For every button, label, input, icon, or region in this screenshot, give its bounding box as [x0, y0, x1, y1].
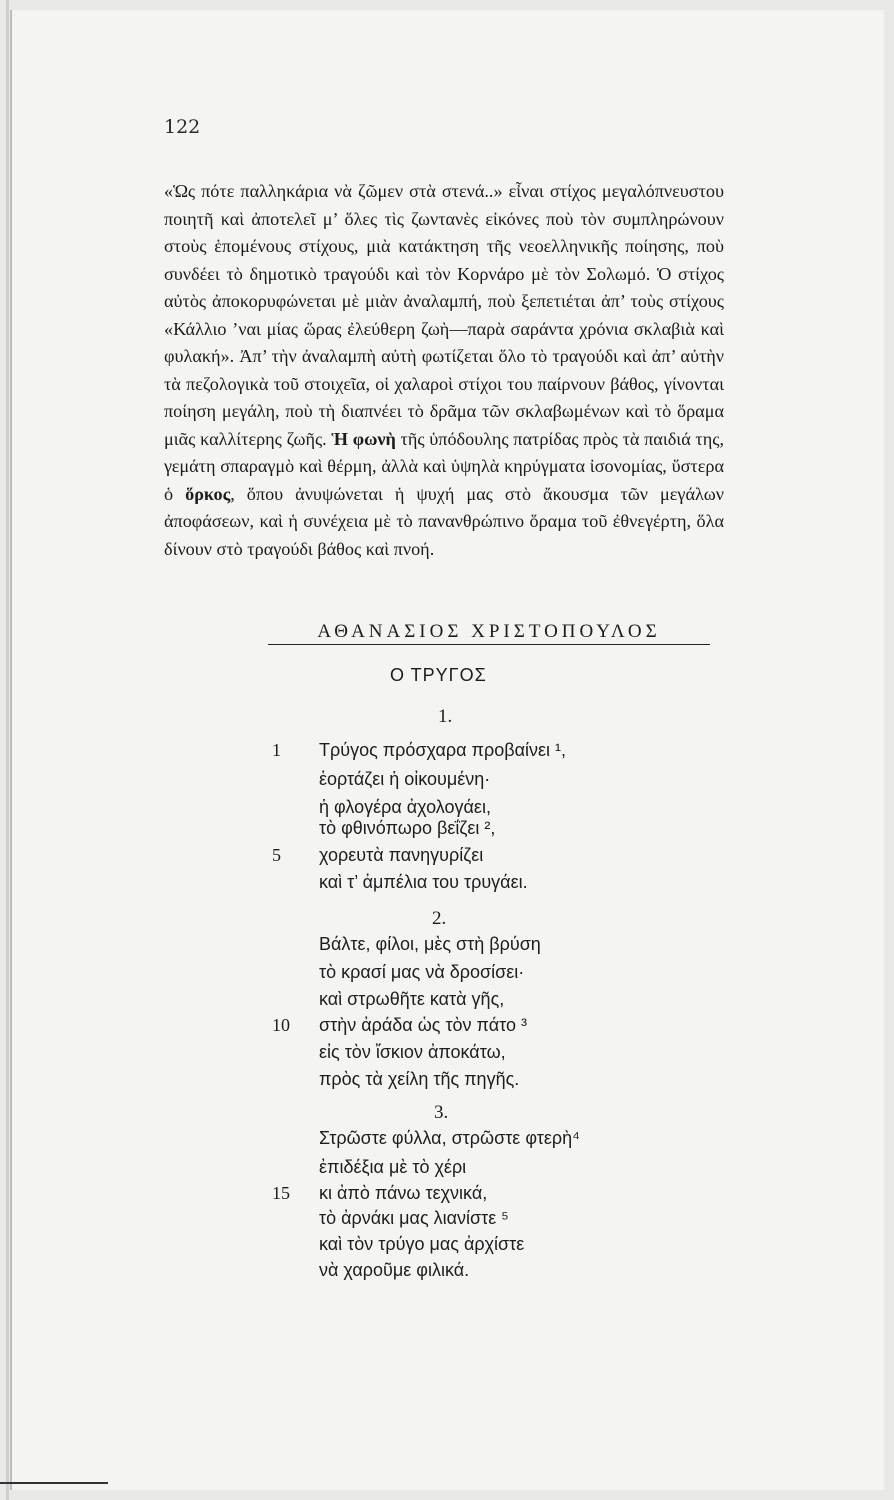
stanza-number: 2.: [432, 908, 447, 929]
verse-line: καὶ στρωθῆτε κατὰ γῆς,: [319, 989, 505, 1009]
author-heading: ΑΘΑΝΑΣΙΟΣ ΧΡΙΣΤΟΠΟΥΛΟΣ: [268, 621, 710, 645]
stanza-number: 1.: [438, 706, 453, 727]
verse-line: καὶ τ’ ἀμπέλια του τρυγάει.: [319, 872, 528, 892]
prose-text-2: τῆς ὑπόδουλης πατρίδας πρὸς τὰ παιδιά της, γεμάτη σπαραγμὸ καὶ θέρμη, ἀλλὰ καὶ ὑψηλὰ κηρύγματα ἰσονομίας, ὕστερα ὁ: [164, 428, 725, 504]
verse-line: Βάλτε, φίλοι, μὲς στὴ βρύση: [319, 934, 541, 954]
verse-line: ἡ φλογέρα ἀχολογάει,: [319, 797, 491, 817]
line-number: 10: [272, 1015, 290, 1035]
prose-bold-voice: Ἡ φωνὴ: [331, 428, 396, 449]
verse-line: τὸ φθινόπωρο βεΐζει ²,: [319, 818, 496, 838]
verse-line: κι ἀπὸ πάνω τεχνικά,: [319, 1183, 488, 1203]
page-edge: [6, 0, 9, 1500]
verse-line: ἑορτάζει ἡ οἰκουμένη·: [319, 769, 491, 789]
verse-line: εἰς τὸν ἴσκιον ἀποκάτω,: [319, 1042, 506, 1062]
line-number: 15: [272, 1183, 290, 1203]
prose-text-1: «Ὡς πότε παλληκάρια νὰ ζῶμεν στὰ στενά..» εἶναι στίχος μεγαλόπνευστου ποιητῆ καὶ ἀποτελεῖ μ’ ὅλες τὶς ζωντανὲς εἰκόνες ποὺ τὸν συμπληρώνουν στοὺς ἑπομένους στίχους, μιὰ κατάκτηση τῆς νεοελληνικῆς ποίησης, ποὺ συνδέει τὸ δημοτικὸ τραγούδι καὶ τὸν Κορνάρο μὲ τὸν Σολωμό. Ὁ στίχος αὐτὸς ἀποκορυφώνεται μὲ μιὰν ἀναλαμπή, ποὺ ξεπετιέται ἀπ’ τοὺς στίχους «Κάλλιο ’ναι μίας ὥρας ἐλεύθερη ζωὴ—παρὰ σαράντα χρόνια σκλαβιὰ καὶ φυλακή». Ἀπ’ τὴν ἀναλαμπὴ αὐτὴ φωτίζεται ὅλο τὸ τραγούδι καὶ ἀπ’ αὐτὴν τὰ πεζολογικὰ τοῦ στοιχεῖα, οἱ χαλαροὶ στίχοι του παίρνουν βάθος, γίνονται ποίηση μεγάλη, ποὺ τὴ διαπνέει τὸ δρᾶμα τῶν σκλαβωμένων καὶ τὸ ὅραμα μιᾶς καλλίτερης ζωῆς.: [164, 181, 724, 449]
page-number: 122: [164, 116, 201, 138]
line-number: 1: [272, 740, 281, 760]
verse-line: καὶ τὸν τρύγο μας ἀρχίστε: [319, 1234, 525, 1254]
verse-line: Στρῶστε φύλλα, στρῶστε φτερὴ⁴: [319, 1128, 580, 1148]
prose-text-3: , ὅπου ἀνυψώνεται ἡ ψυχή μας στὸ ἄκουσμα τῶν μεγάλων ἀποφάσεων, καὶ ἡ συνέχεια μὲ τὸ πανανθρώπινο ὅραμα τοῦ ἐθνεγέρτη, ὅλα δίνουν στὸ τραγούδι βάθος καὶ πνοή.: [164, 483, 724, 559]
verse-line: στὴν ἀράδα ὡς τὸν πάτο ³: [319, 1015, 527, 1035]
poem-title: Ο ΤΡΥΓΟΣ: [390, 665, 487, 685]
prose-paragraph: [164, 178, 724, 563]
stanza-number: 3.: [434, 1102, 449, 1123]
line-number: 5: [272, 845, 281, 865]
verse-line: ἐπιδέξια μὲ τὸ χέρι: [319, 1157, 467, 1177]
verse-line: πρὸς τὰ χείλη τῆς πηγῆς.: [319, 1069, 520, 1089]
verse-line: τὸ ἀρνάκι μας λιανίστε ⁵: [319, 1208, 509, 1228]
scan-edge-rule: [0, 1482, 108, 1484]
verse-line: Τρύγος πρόσχαρα προβαίνει ¹,: [319, 740, 567, 760]
prose-bold-oath: ὅρκος: [185, 483, 231, 504]
verse-line: τὸ κρασί μας νὰ δροσίσει·: [319, 962, 525, 982]
verse-line: χορευτὰ πανηγυρίζει: [319, 845, 484, 865]
verse-line: νὰ χαροῦμε φιλικά.: [319, 1260, 470, 1280]
